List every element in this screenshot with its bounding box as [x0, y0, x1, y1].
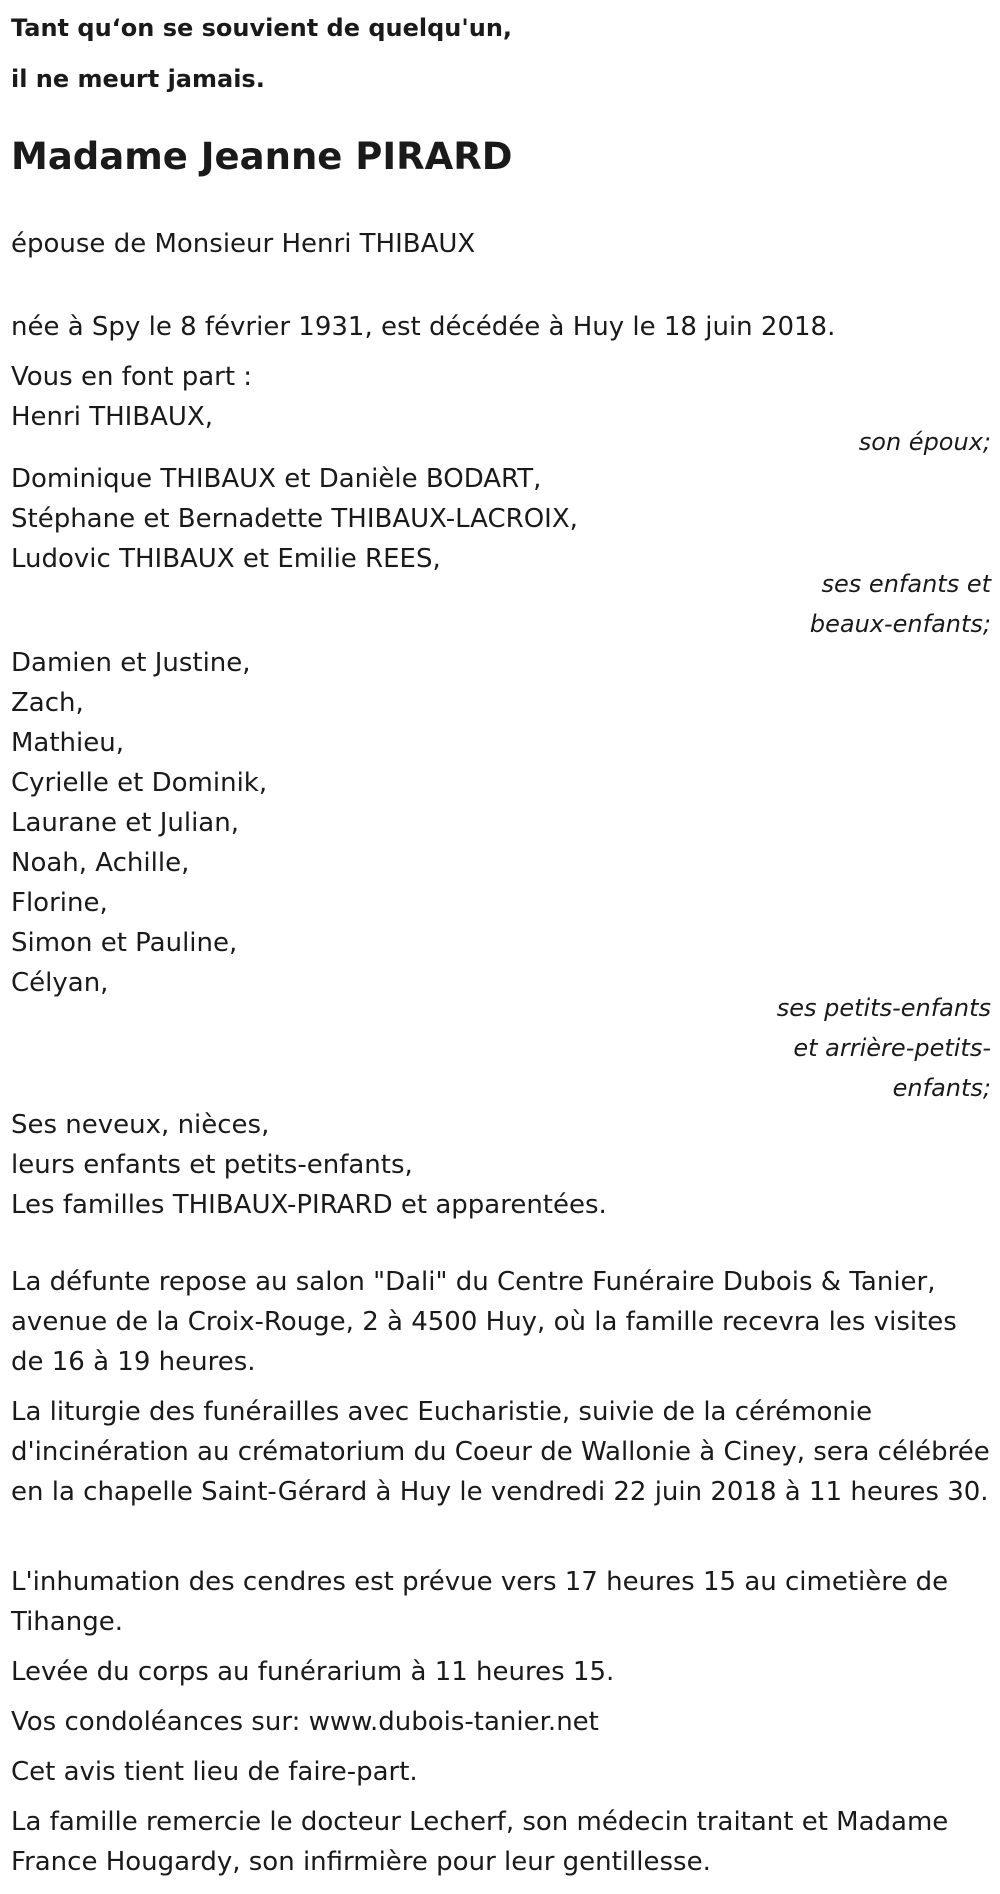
- quote-line-2: il ne meurt jamais.: [11, 65, 265, 93]
- grandchild-name: Damien et Justine,: [11, 648, 251, 678]
- children-role-line-2: beaux-enfants;: [809, 610, 991, 638]
- grandchild-name: Simon et Pauline,: [11, 928, 238, 958]
- grandchild-name: Mathieu,: [11, 728, 125, 758]
- husband-name: Henri THIBAUX,: [11, 402, 214, 432]
- grandchildren-role-line-2: et arrière-petits-: [793, 1034, 991, 1062]
- death-notice: [11, 0, 991, 1877]
- birth-death-line: née à Spy le 8 février 1931, est décédée à Huy le 18 juin 2018.: [11, 312, 836, 342]
- children-role-line-1: ses enfants et: [821, 570, 991, 598]
- quote: [11, 0, 991, 105]
- grandchild-name: Noah, Achille,: [11, 848, 190, 878]
- grandchildren-role-line-3: enfants;: [892, 1074, 991, 1102]
- faire-part-paragraph: Cet avis tient lieu de faire-part.: [11, 1757, 418, 1787]
- child-name: Dominique THIBAUX et Danièle BODART,: [11, 464, 542, 494]
- intro-line: Vous en font part :: [11, 362, 253, 392]
- condolences-paragraph: Vos condoléances sur: www.dubois-tanier.net: [11, 1707, 599, 1737]
- grandchildren-role-line-1: ses petits-enfants: [776, 994, 991, 1022]
- inhumation-paragraph: L'inhumation des cendres est prévue vers 17 heures 15 au cimetière de Tihange.: [11, 1567, 949, 1637]
- levee-paragraph: Levée du corps au funérarium à 11 heures 15.: [11, 1657, 615, 1687]
- others-line: Ses neveux, nièces,: [11, 1110, 270, 1140]
- repose-paragraph: La défunte repose au salon "Dali" du Centre Funéraire Dubois & Tanier, avenue de la Croix-Rouge, 2 à 4500 Huy, où la famille recevra les visites de 16 à 19 heures.: [11, 1267, 957, 1377]
- grandchild-name: Zach,: [11, 688, 84, 718]
- grandchild-name: Florine,: [11, 888, 108, 918]
- others-line: leurs enfants et petits-enfants,: [11, 1150, 413, 1180]
- liturgy-paragraph: La liturgie des funérailles avec Eucharistie, suivie de la cérémonie d'incinération au crématorium du Coeur de Wallonie à Ciney, sera célébrée en la chapelle Saint-Gérard à Huy le vendredi 22 juin 2018 à 11 heures 30.: [11, 1397, 990, 1507]
- child-name: Stéphane et Bernadette THIBAUX-LACROIX,: [11, 504, 578, 534]
- grandchild-name: Célyan,: [11, 968, 109, 998]
- grandchild-name: Laurane et Julian,: [11, 808, 239, 838]
- quote-line-1: Tant qu‘on se souvient de quelqu'un,: [11, 14, 513, 42]
- grandchild-name: Cyrielle et Dominik,: [11, 768, 268, 798]
- deceased-name: Madame Jeanne PIRARD: [11, 135, 513, 178]
- others-line: Les familles THIBAUX-PIRARD et apparentées.: [11, 1190, 607, 1220]
- spouse-line: épouse de Monsieur Henri THIBAUX: [11, 229, 476, 259]
- husband-role: son époux;: [858, 428, 991, 456]
- thanks-paragraph: La famille remercie le docteur Lecherf, son médecin traitant et Madame France Hougardy, son infirmière pour leur gentillesse.: [11, 1807, 949, 1877]
- child-name: Ludovic THIBAUX et Emilie REES,: [11, 544, 441, 574]
